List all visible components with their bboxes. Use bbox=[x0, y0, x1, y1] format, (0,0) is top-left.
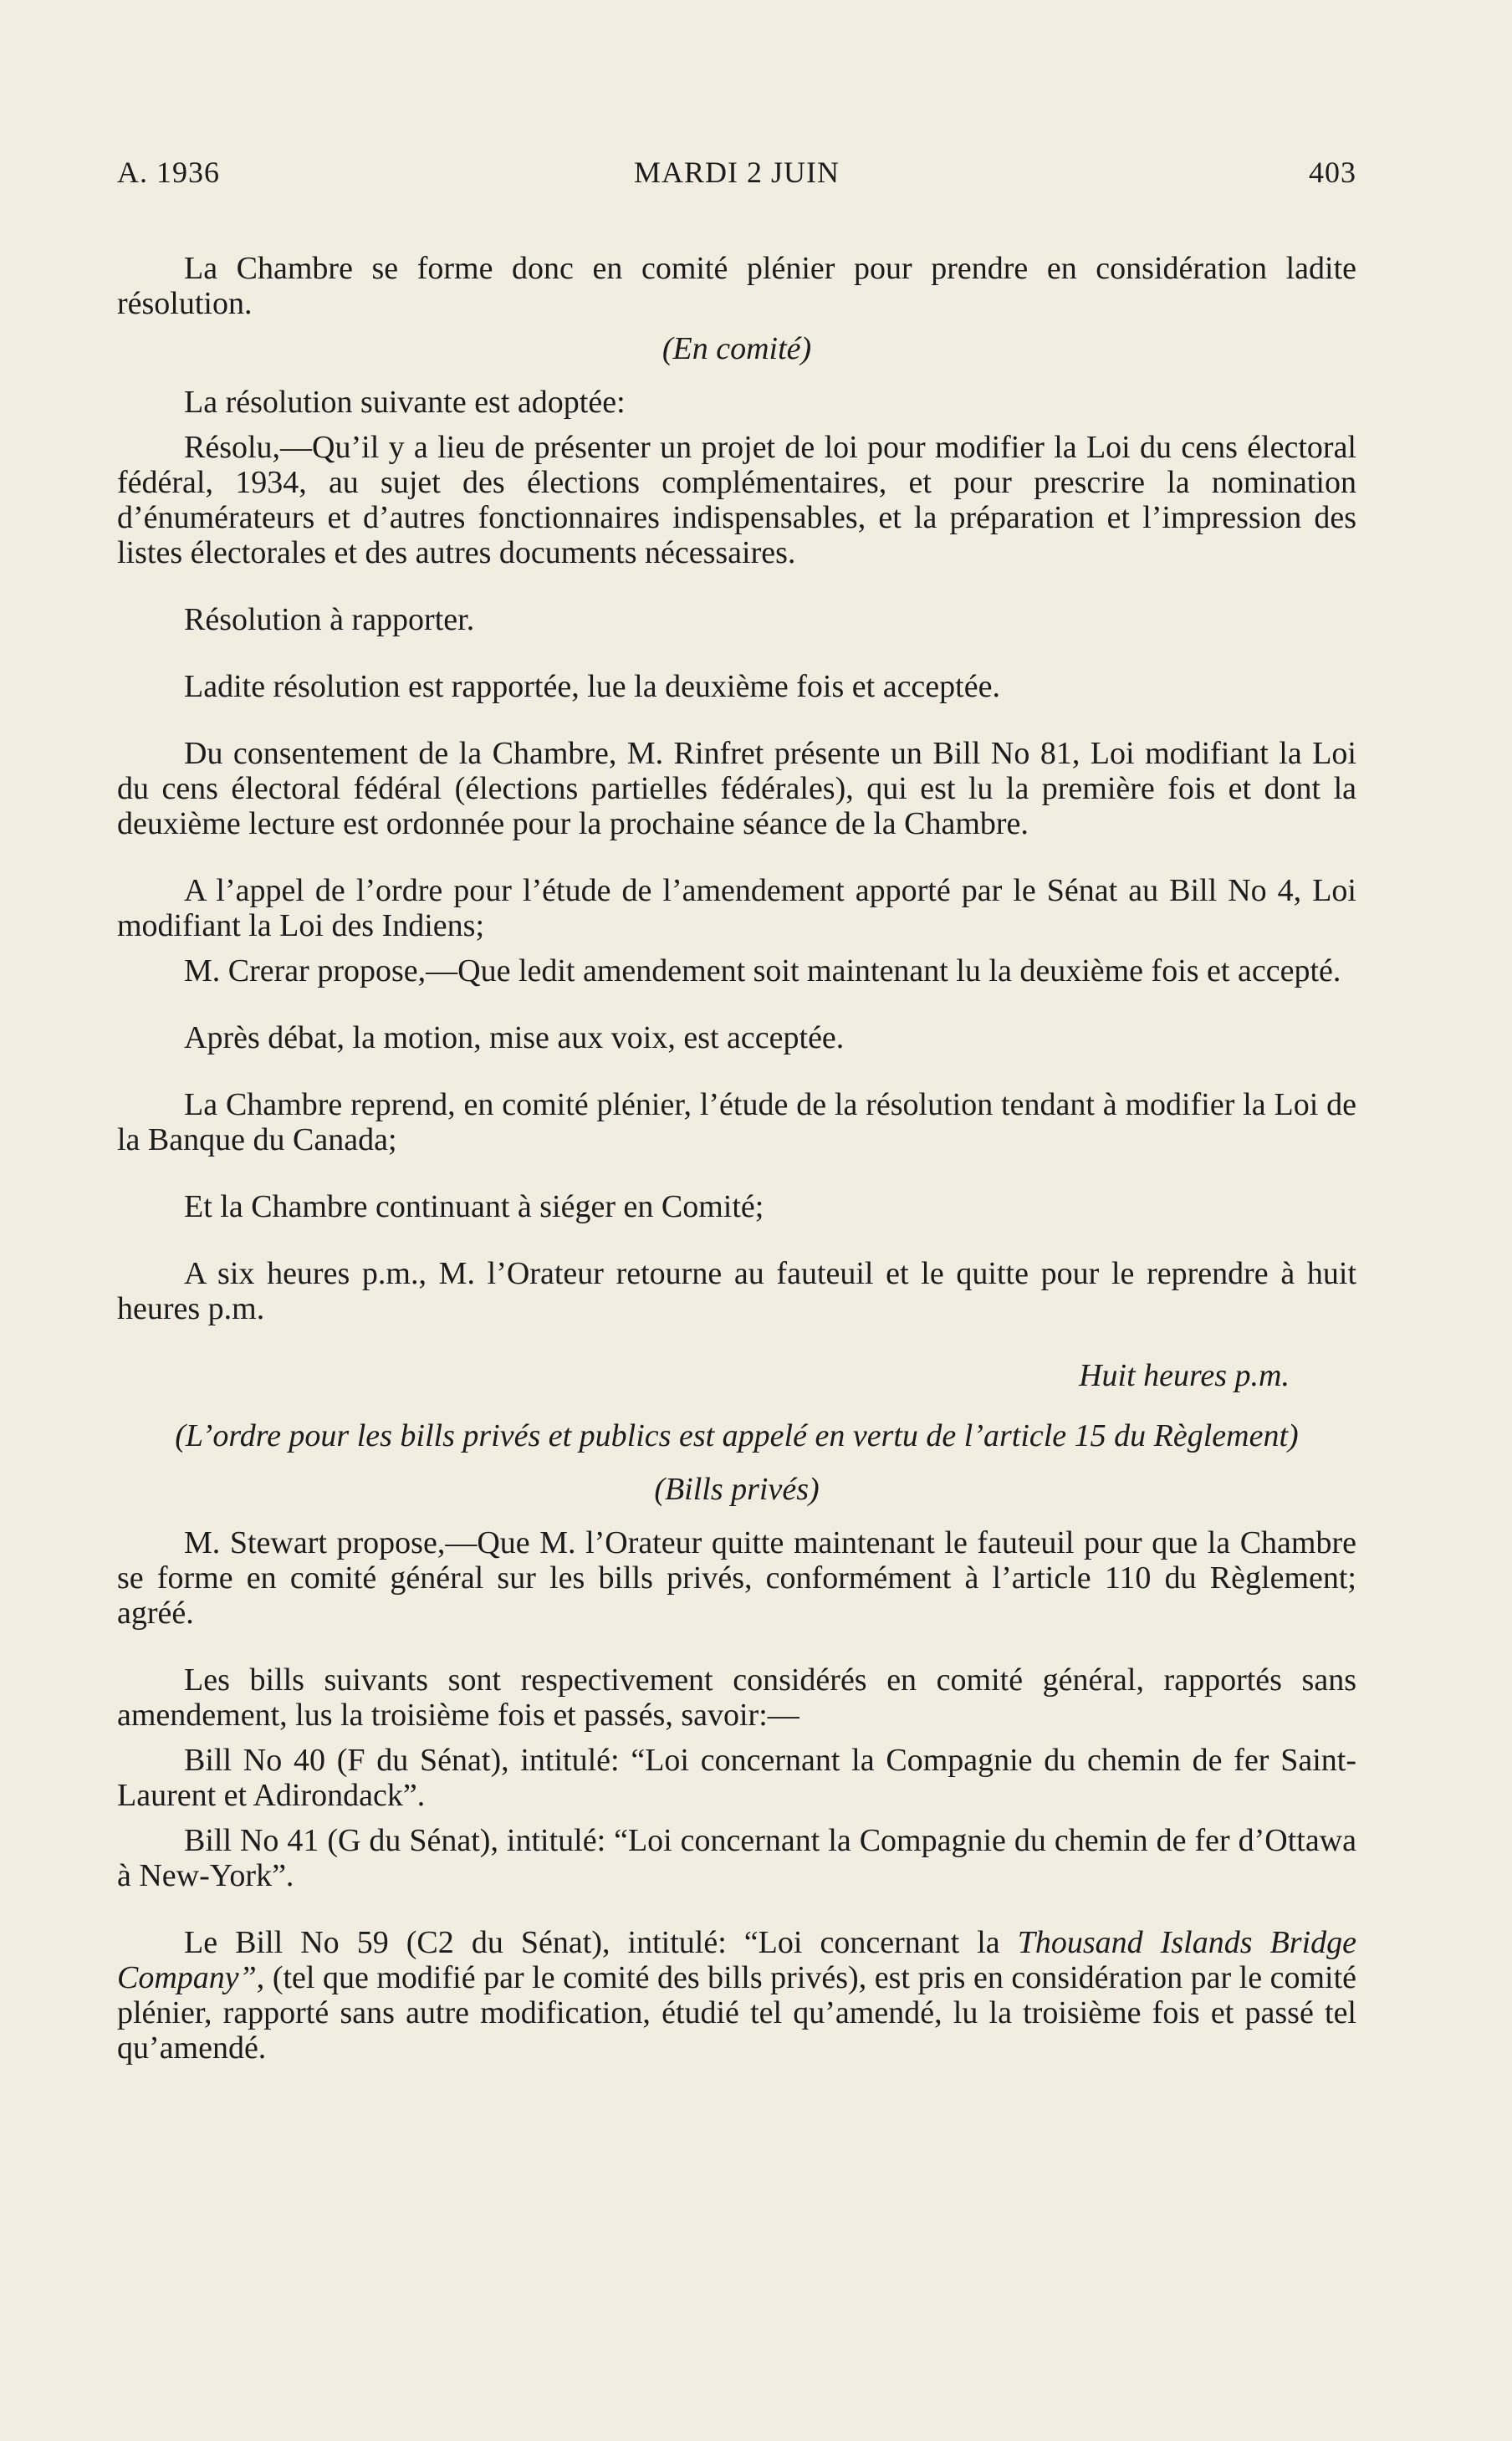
time-heading: Huit heures p.m. bbox=[1079, 1358, 1290, 1393]
paragraph-bill-40: Bill No 40 (F du Sénat), intitulé: “Loi concernant la Compagnie du chemin de fer Saint-Laurent et Adirondack”. bbox=[117, 1743, 1356, 1813]
paragraph: La résolution suivante est adoptée: bbox=[184, 385, 626, 420]
paragraph: Résolution à rapporter. bbox=[184, 602, 475, 637]
paragraph: Les bills suivants sont respectivement considérés en comité général, rapportés sans amendement, lus la troisième fois et passés, savoir:— bbox=[117, 1662, 1356, 1733]
paragraph-resolution: Résolu,—Qu’il y a lieu de présenter un projet de loi pour modifier la Loi du cens électoral fédéral, 1934, au sujet des élections complémentaires, et pour prescrire la nomination d’énumérateurs et d’autres fonctionnaires indispensables, et la préparation et l’impression des listes électorales et des autres documents nécessaires. bbox=[117, 430, 1356, 570]
paragraph-bill-41: Bill No 41 (G du Sénat), intitulé: “Loi concernant la Compagnie du chemin de fer d’Ottawa à New-York”. bbox=[117, 1823, 1356, 1893]
paragraph: La Chambre se forme donc en comité plénier pour prendre en considération ladite résolution. bbox=[117, 251, 1356, 321]
paragraph: A l’appel de l’ordre pour l’étude de l’amendement apporté par le Sénat au Bill No 4, Loi modifiant la Loi des Indiens; bbox=[117, 873, 1356, 943]
section-heading-bills-prives: (Bills privés) bbox=[654, 1472, 820, 1507]
italic-company-name: Thousand Islands Bridge Company” bbox=[117, 1925, 1356, 1995]
paragraph-bill-59 bbox=[117, 1925, 1356, 2066]
text-span: , (tel que modifié par le comité des bills privés), est pris en considération par le comité plénier, rapporté sans autre modification, étudié tel qu’amendé, lu la troisième fois et passé tel qu’amendé. bbox=[117, 1960, 1356, 2066]
header-page-number: 403 bbox=[1309, 156, 1356, 189]
paragraph: M. Stewart propose,—Que M. l’Orateur quitte maintenant le fauteuil pour que la Chambre se forme en comité général sur les bills privés, conformément à l’article 110 du Règlement; agréé. bbox=[117, 1525, 1356, 1631]
text-span: Le Bill No 59 (C2 du Sénat), intitulé: “Loi concernant la bbox=[184, 1925, 1018, 1960]
page-body bbox=[117, 251, 1356, 2097]
paragraph: Après débat, la motion, mise aux voix, est acceptée. bbox=[184, 1020, 845, 1055]
section-heading-en-comite: (En comité) bbox=[662, 331, 812, 366]
page-header bbox=[117, 155, 1356, 205]
paragraph: Et la Chambre continuant à siéger en Comité; bbox=[184, 1189, 764, 1224]
order-heading: (L’ordre pour les bills privés et publics est appelé en vertu de l’article 15 du Règlement) bbox=[175, 1418, 1299, 1453]
header-date: MARDI 2 JUIN bbox=[634, 156, 840, 189]
paragraph: A six heures p.m., M. l’Orateur retourne au fauteuil et le quitte pour le reprendre à huit heures p.m. bbox=[117, 1256, 1356, 1326]
header-year: A. 1936 bbox=[117, 156, 220, 189]
paragraph: M. Crerar propose,—Que ledit amendement soit maintenant lu la deuxième fois et accepté. bbox=[184, 953, 1341, 988]
paragraph: Du consentement de la Chambre, M. Rinfret présente un Bill No 81, Loi modifiant la Loi du cens électoral fédéral (élections partielles fédérales), qui est lu la première fois et dont la deuxième lecture est ordonnée pour la prochaine séance de la Chambre. bbox=[117, 736, 1356, 841]
paragraph: La Chambre reprend, en comité plénier, l’étude de la résolution tendant à modifier la Loi de la Banque du Canada; bbox=[117, 1087, 1356, 1157]
paragraph: Ladite résolution est rapportée, lue la deuxième fois et acceptée. bbox=[184, 669, 1000, 704]
